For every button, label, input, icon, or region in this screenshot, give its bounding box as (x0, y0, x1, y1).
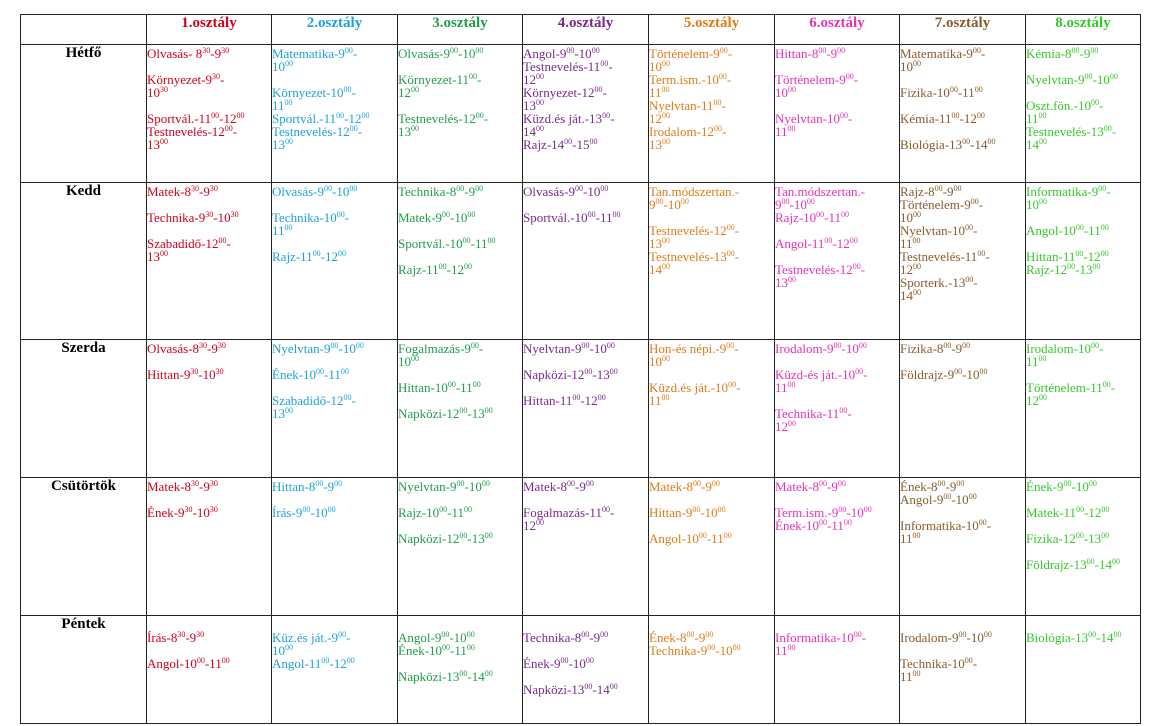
lesson-cell (1026, 478, 1141, 616)
lesson-line: Nyelvtan-$10^{00}-$ (900, 223, 978, 238)
lesson-line: $10^{00}$ (649, 354, 670, 369)
lesson-line: Informatika-$10^{00}-$ (900, 518, 992, 533)
lesson-line: Testnevelés-$12^{00}-$ (398, 111, 489, 126)
lesson-line: Testnevelés-$13^{00}-$ (649, 249, 740, 264)
lesson-cell (523, 340, 649, 478)
lesson-line: Matek-$8^{30}-9^{30}$ (147, 479, 218, 494)
lesson-line: Angol-$10^{00}-11^{00}$ (147, 656, 230, 671)
header-row (21, 15, 1141, 45)
lesson-cell (775, 183, 900, 340)
lesson-line: Hittan-$8^{00}-9^{00}$ (272, 479, 343, 494)
lesson-line: Szabadidő-$12^{00}-$ (272, 393, 356, 408)
lesson-cell (1026, 340, 1141, 478)
lesson-cell (1026, 45, 1141, 183)
lesson-cell (900, 340, 1026, 478)
lesson-line: Földrajz-$13^{00}-14^{00}$ (1026, 557, 1120, 572)
day-label: Kedd (21, 183, 147, 340)
lesson-cell (523, 183, 649, 340)
lesson-line: Szabadidő-$12^{00}-$ (147, 236, 231, 251)
lesson-line: Matematika-$9^{00}-$ (272, 46, 358, 61)
lesson-line: Ének-$9^{00}-10^{00}$ (1026, 479, 1097, 494)
lesson-line: Technika-$10^{00}-$ (900, 656, 978, 671)
lesson-cell (649, 340, 775, 478)
lesson-line: Olvasás-$8^{30}-9^{30}$ (147, 341, 226, 356)
lesson-line: Biológia-$13^{00}-14^{00}$ (1026, 630, 1122, 645)
lesson-cell (775, 616, 900, 724)
lesson-line: Tan.módszertan.- (649, 184, 740, 199)
lesson-line: Irodalom-$10^{00}-$ (1026, 341, 1104, 356)
lesson-line: $12^{00}$ (1026, 393, 1047, 408)
lesson-line: Matek-$8^{00}-9^{00}$ (523, 479, 594, 494)
lesson-line: $13^{00}$ (147, 249, 168, 264)
lesson-line: $13^{00}$ (147, 137, 168, 152)
lesson-line: Informatika-$9^{00}-$ (1026, 184, 1111, 199)
lesson-line: $10^{00}$ (775, 85, 796, 100)
day-label: Hétfő (21, 45, 147, 183)
lesson-line: Küzd.és $ját.-10^{00}-$ (649, 380, 741, 395)
lesson-line: $13^{00}$ (272, 406, 293, 421)
day-row (21, 616, 1141, 724)
lesson-line: Ének-$10^{00}-11^{00}$ (775, 518, 852, 533)
lesson-line: Ének-$9^{00}-10^{00}$ (523, 656, 594, 671)
lesson-line: Hittan-$11^{00}-12^{00}$ (523, 393, 606, 408)
lesson-line: Irodalom-$9^{00}-10^{00}$ (775, 341, 867, 356)
lesson-line: Rajz-$12^{00}-13^{00}$ (1026, 262, 1101, 277)
lesson-line: $11^{00}$ (775, 124, 796, 139)
lesson-line: $13^{00}$ (523, 98, 544, 113)
lesson-line: $11^{00}$ (649, 85, 670, 100)
lesson-line: Biológia-$13^{00}-14^{00}$ (900, 137, 996, 152)
day-row (21, 478, 1141, 616)
lesson-line: $10^{30}$ (147, 85, 168, 100)
lesson-line: $Term.ism.-9^{00}-10^{00}$ (775, 505, 872, 520)
lesson-line: Írás-$8^{30}-9^{30}$ (147, 630, 205, 645)
day-label: Szerda (21, 340, 147, 478)
lesson-line: $12^{00}$ (775, 419, 796, 434)
lesson-line: Napközi-$12^{00}-13^{00}$ (398, 406, 493, 421)
lesson-line: Matematika-$9^{00}-$ (900, 46, 986, 61)
lesson-line: $14^{00}$ (900, 288, 921, 303)
lesson-cell (398, 340, 523, 478)
lesson-line: $11^{00}$ (900, 236, 921, 251)
lesson-line: Történelem-$11^{00}-$ (1026, 380, 1116, 395)
lesson-line: $12^{00}$ (523, 518, 544, 533)
lesson-line: Angol-$10^{00}-11^{00}$ (649, 531, 732, 546)
lesson-cell (900, 478, 1026, 616)
lesson-line: Tan.módszertan.- (775, 184, 866, 199)
lesson-line: Nyelvtan-$9^{00}-10^{00}$ (1026, 72, 1118, 87)
lesson-line: Testnevelés-$13^{00}-$ (1026, 124, 1117, 139)
class-header-8: 8.osztály (1026, 15, 1141, 45)
lesson-cell (147, 478, 272, 616)
lesson-line: $11^{00}$ (900, 531, 921, 546)
lesson-line: $13^{00}$ (775, 275, 796, 290)
lesson-line: Hon-és $népi.-9^{00}-$ (649, 341, 739, 356)
lesson-line: $Sportvál.-11^{00}-12^{00}$ (147, 111, 245, 126)
lesson-line: Ének-$8^{00}-9^{00}$ (900, 479, 965, 494)
lesson-cell (272, 340, 398, 478)
lesson-line: Ének-$9^{30}-10^{30}$ (147, 505, 218, 520)
lesson-line: Technika-$10^{00}-$ (272, 210, 350, 225)
lesson-cell (649, 45, 775, 183)
lesson-cell (398, 183, 523, 340)
lesson-cell (775, 45, 900, 183)
lesson-cell (1026, 616, 1141, 724)
lesson-line: Küz.és $ját.-9^{00}-$ (272, 630, 351, 645)
lesson-cell (147, 340, 272, 478)
lesson-cell (147, 616, 272, 724)
lesson-cell (147, 183, 272, 340)
lesson-line: $10^{00}$ (900, 210, 921, 225)
class-header-4: 4.osztály (523, 15, 649, 45)
class-header-7: 7.osztály (900, 15, 1026, 45)
lesson-line: Küzd.és $ját.-13^{00}-$ (523, 111, 615, 126)
lesson-line: Hittan-$10^{00}-11^{00}$ (398, 380, 481, 395)
lesson-cell (1026, 183, 1141, 340)
day-row (21, 183, 1141, 340)
lesson-line: Testnevelés-$12^{00}-$ (775, 262, 866, 277)
lesson-line: Ének-$10^{00}-11^{00}$ (272, 367, 349, 382)
class-header-5: 5.osztály (649, 15, 775, 45)
lesson-line: Földrajz-$9^{00}-10^{00}$ (900, 367, 988, 382)
lesson-line: $10^{00}$ (398, 354, 419, 369)
lesson-line: Napközi-$13^{00}-14^{00}$ (398, 669, 493, 684)
lesson-line: Nyelvtan-$9^{00}-10^{00}$ (272, 341, 364, 356)
lesson-line: $Sporterk.-13^{00}-$ (900, 275, 978, 290)
lesson-line: $11^{00}$ (272, 98, 293, 113)
lesson-line: Ének-$8^{00}-9^{00}$ (649, 630, 714, 645)
class-header-1: 1.osztály (147, 15, 272, 45)
lesson-line: $11^{00}$ (1026, 354, 1047, 369)
lesson-line: Testnevelés-$12^{00}-$ (272, 124, 363, 139)
lesson-line: Olvasás-$9^{00}-10^{00}$ (398, 46, 484, 61)
lesson-line: Küzd-és $ját.-10^{00}-$ (775, 367, 868, 382)
lesson-line: Technika-$8^{00}-9^{00}$ (523, 630, 609, 645)
class-header-6: 6.osztály (775, 15, 900, 45)
class-header-3: 3.osztály (398, 15, 523, 45)
lesson-line: Hittan-$9^{00}-10^{00}$ (649, 505, 726, 520)
lesson-line: Olvasás-$9^{00}-10^{00}$ (272, 184, 358, 199)
lesson-line: Nyelvtan-$9^{00}-10^{00}$ (398, 479, 490, 494)
lesson-cell (398, 478, 523, 616)
class-header-2: 2.osztály (272, 15, 398, 45)
day-row (21, 340, 1141, 478)
lesson-line: Angol-$11^{00}-12^{00}$ (272, 656, 355, 671)
lesson-line: Rajz-$14^{00}-15^{00}$ (523, 137, 598, 152)
lesson-cell (272, 183, 398, 340)
lesson-line: $11^{00}$ (649, 393, 670, 408)
lesson-line: Technika-$9^{30}-10^{30}$ (147, 210, 239, 225)
lesson-line: Nyelvtan-$10^{00}-$ (775, 111, 853, 126)
lesson-line: Testnevelés-$11^{00}-$ (900, 249, 990, 264)
lesson-line: $12^{00}$ (649, 111, 670, 126)
lesson-line: Matek-$8^{00}-9^{00}$ (649, 479, 720, 494)
lesson-line: Fizika-$10^{00}-11^{00}$ (900, 85, 983, 100)
lesson-cell (523, 616, 649, 724)
lesson-line: Fogalmazás-$9^{00}-$ (398, 341, 484, 356)
lesson-line: Fizika-$8^{00}-9^{00}$ (900, 341, 971, 356)
lesson-line: Technika-$11^{00}-$ (775, 406, 852, 421)
lesson-line: $10^{00}$ (900, 59, 921, 74)
lesson-line: Kémia-$11^{00}-12^{00}$ (900, 111, 985, 126)
lesson-line: Angol-$9^{00}-10^{00}$ (523, 46, 600, 61)
lesson-line: $10^{00}$ (649, 59, 670, 74)
lesson-line: Matek-$8^{30}-9^{30}$ (147, 184, 218, 199)
lesson-line: Rajz-$11^{00}-12^{00}$ (398, 262, 473, 277)
lesson-line: Informatika-$10^{00}-$ (775, 630, 867, 645)
lesson-line: Hittan-$11^{00}-12^{00}$ (1026, 249, 1109, 264)
lesson-cell (272, 45, 398, 183)
lesson-line: $10^{00}$ (1026, 197, 1047, 212)
lesson-cell (398, 616, 523, 724)
lesson-line: Rajz-$10^{00}-11^{00}$ (398, 505, 473, 520)
lesson-line: $11^{00}$ (775, 380, 796, 395)
lesson-line: Matek-$11^{00}-12^{00}$ (1026, 505, 1110, 520)
day-label: Csütörtök (21, 478, 147, 616)
lesson-line: $Oszt.fön.-10^{00}-$ (1026, 98, 1104, 113)
lesson-line: $Sportvál.-10^{00}-11^{00}$ (523, 210, 621, 225)
lesson-line: Napközi-$12^{00}-13^{00}$ (398, 531, 493, 546)
lesson-line: $Term.ism.-10^{00}-$ (649, 72, 732, 87)
lesson-cell (272, 616, 398, 724)
lesson-line: Angol-$9^{00}-10^{00}$ (398, 630, 475, 645)
lesson-line: Testnevelés-$11^{00}-$ (523, 59, 613, 74)
lesson-line: Nyelvtan-$11^{00}-$ (649, 98, 726, 113)
lesson-line: Rajz-$10^{00}-11^{00}$ (775, 210, 850, 225)
lesson-line: Testnevelés-$12^{00}-$ (649, 223, 740, 238)
lesson-line: Írás-$9^{00}-10^{00}$ (272, 505, 336, 520)
lesson-line: $11^{00}$ (1026, 111, 1047, 126)
lesson-line: Matek-$8^{00}-9^{00}$ (775, 479, 846, 494)
timetable-body (21, 45, 1141, 724)
lesson-cell (523, 478, 649, 616)
lesson-line: Kémia-$8^{00}-9^{00}$ (1026, 46, 1099, 61)
lesson-line: Napközi-$12^{00}-13^{00}$ (523, 367, 618, 382)
lesson-line: $11^{00}$ (775, 643, 796, 658)
lesson-line: $14^{00}$ (649, 262, 670, 277)
lesson-line: Irodalom-$12^{00}-$ (649, 124, 727, 139)
lesson-line: $9^{00}-10^{00}$ (649, 197, 689, 212)
lesson-line: Történelem-$9^{00}-$ (900, 197, 984, 212)
day-label: Péntek (21, 616, 147, 724)
lesson-line: Fizika-$12^{00}-13^{00}$ (1026, 531, 1110, 546)
lesson-line: $11^{00}$ (272, 223, 293, 238)
lesson-line: Angol-$11^{00}-12^{00}$ (775, 236, 858, 251)
lesson-line: $13^{00}$ (272, 137, 293, 152)
lesson-line: Napközi-$13^{00}-14^{00}$ (523, 682, 618, 697)
lesson-line: Irodalom-$9^{00}-10^{00}$ (900, 630, 992, 645)
lesson-line: Rajz-$11^{00}-12^{00}$ (272, 249, 347, 264)
lesson-line: Ének-$10^{00}-11^{00}$ (398, 643, 475, 658)
lesson-line: Technika-$8^{00}-9^{00}$ (398, 184, 484, 199)
lesson-line: Környezet-$9^{30}-$ (147, 72, 225, 87)
lesson-line: $10^{00}$ (272, 643, 293, 658)
lesson-cell (398, 45, 523, 183)
lesson-line: $12^{00}$ (900, 262, 921, 277)
lesson-line: Testnevelés-$12^{00}-$ (147, 124, 238, 139)
lesson-line: $9^{00}-10^{00}$ (775, 197, 815, 212)
lesson-line: $13^{00}$ (649, 137, 670, 152)
lesson-line: Környezet-$10^{00}-$ (272, 85, 356, 100)
lesson-line: Rajz-$8^{00}-9^{00}$ (900, 184, 962, 199)
lesson-cell (775, 478, 900, 616)
lesson-line: Nyelvtan-$9^{00}-10^{00}$ (523, 341, 615, 356)
lesson-line: $Sportvál.-10^{00}-11^{00}$ (398, 236, 496, 251)
lesson-cell (272, 478, 398, 616)
lesson-cell (900, 183, 1026, 340)
lesson-cell (523, 45, 649, 183)
lesson-line: Matek-$9^{00}-10^{00}$ (398, 210, 476, 225)
lesson-line: Olvasás-$9^{00}-10^{00}$ (523, 184, 609, 199)
lesson-cell (649, 183, 775, 340)
lesson-cell (649, 478, 775, 616)
lesson-line: $12^{00}$ (523, 72, 544, 87)
lesson-cell (900, 616, 1026, 724)
lesson-line: $11^{00}$ (900, 669, 921, 684)
lesson-line: $13^{00}$ (649, 236, 670, 251)
lesson-line: Hittan-$8^{00}-9^{00}$ (775, 46, 846, 61)
lesson-line: Angol-$10^{00}-11^{00}$ (1026, 223, 1109, 238)
corner-cell (21, 15, 147, 45)
lesson-line: $14^{00}$ (1026, 137, 1047, 152)
lesson-line: $Sportvál.-11^{00}-12^{00}$ (272, 111, 370, 126)
lesson-line: Angol-$9^{00}-10^{00}$ (900, 492, 977, 507)
lesson-line: Történelem-$9^{00}-$ (649, 46, 733, 61)
lesson-cell (775, 340, 900, 478)
lesson-line: Technika-$9^{00}-10^{00}$ (649, 643, 741, 658)
lesson-line: Környezet-$12^{00}-$ (523, 85, 607, 100)
lesson-line: Környezet-$11^{00}-$ (398, 72, 482, 87)
lesson-line: $12^{00}$ (398, 85, 419, 100)
lesson-line: $10^{00}$ (272, 59, 293, 74)
lesson-line: $14^{00}$ (523, 124, 544, 139)
lesson-cell (900, 45, 1026, 183)
timetable (20, 14, 1141, 724)
lesson-line: Hittan-$9^{30}-10^{30}$ (147, 367, 224, 382)
lesson-line: $13^{00}$ (398, 124, 419, 139)
day-row (21, 45, 1141, 183)
lesson-line: Olvasás- $8^{30}-9^{30}$ (147, 46, 230, 61)
lesson-cell (649, 616, 775, 724)
lesson-cell (147, 45, 272, 183)
lesson-line: Fogalmazás-$11^{00}-$ (523, 505, 615, 520)
lesson-line: Történelem-$9^{00}-$ (775, 72, 859, 87)
